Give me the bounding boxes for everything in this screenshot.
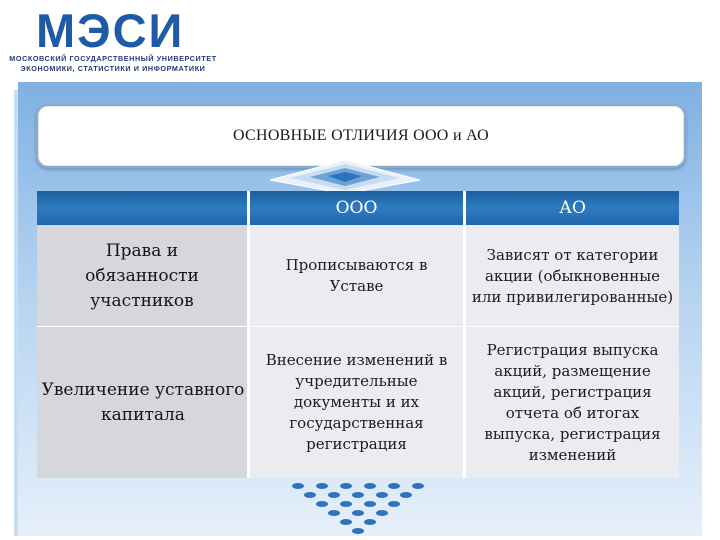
cell-ooo-capital: Внесение изменений в учредительные документы и их государственная регистрация	[265, 351, 448, 453]
slide-title: ОСНОВНЫЕ ОТЛИЧИЯ ООО и АО	[232, 127, 490, 144]
row-label-capital: Увеличение уставного капитала	[41, 379, 245, 425]
row-label-rights: Права и обязанности участников	[85, 240, 199, 311]
logo-subtitle-line2: ЭКОНОМИКИ, СТАТИСТИКИ И ИНФОРМАТИКИ	[20, 64, 206, 73]
logo-subtitle-line1: МОСКОВСКИЙ ГОСУДАРСТВЕННЫЙ УНИВЕРСИТЕТ	[9, 54, 217, 63]
logo-title: МЭСИ	[36, 4, 185, 57]
column-header-ao: АО	[559, 198, 586, 218]
panel-edge	[14, 90, 18, 536]
cell-ooo-rights: Прописываются в Уставе	[285, 256, 428, 295]
diamond-arrow-icon	[270, 160, 420, 194]
cell-ao-capital: Регистрация выпуска акций, размещение акций, регистрация отчета об итогах выпуска, регистрация изменений	[484, 340, 661, 464]
column-header-ooo: ООО	[335, 198, 378, 218]
dot-triangle-icon	[286, 478, 436, 538]
cell-ao-rights: Зависят от категории акции (обыкновенные или привилегированные)	[471, 245, 674, 306]
university-logo	[6, 4, 218, 80]
column-header-empty	[37, 191, 247, 225]
